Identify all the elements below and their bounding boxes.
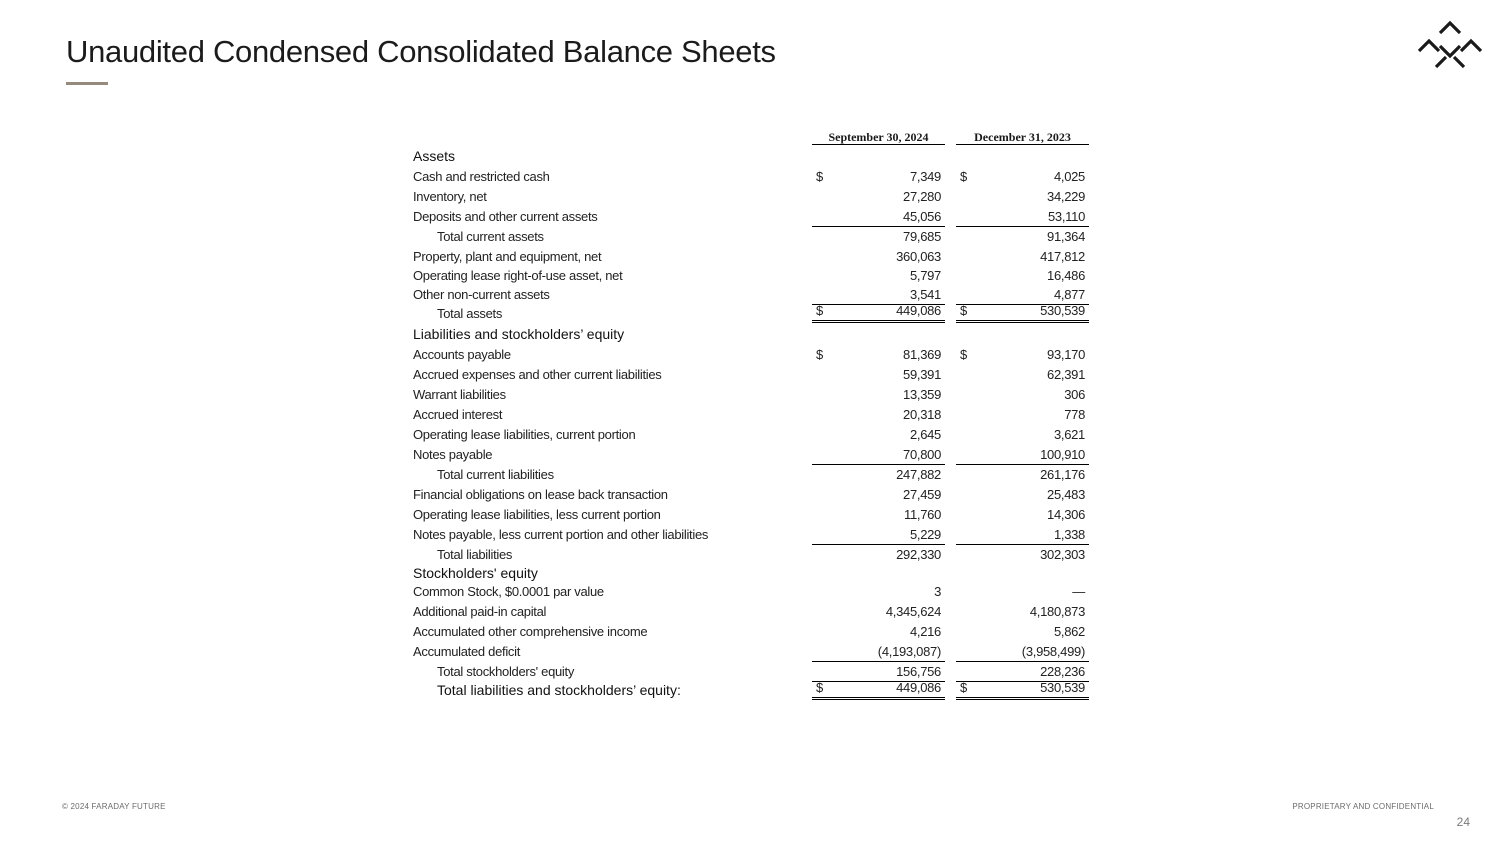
row-label: Additional paid-in capital bbox=[413, 604, 547, 619]
section-label: Stockholders' equity bbox=[413, 565, 538, 581]
cell-dec-2023 bbox=[956, 246, 1089, 266]
balance-sheet-table bbox=[413, 130, 1093, 700]
row-label: Operating lease liabilities, less current portion bbox=[413, 507, 661, 522]
cell-value: 20,318 bbox=[903, 407, 941, 422]
cell-value: 25,483 bbox=[1047, 487, 1085, 502]
cell-sep-2024 bbox=[812, 226, 945, 246]
row-label: Operating lease right-of-use asset, net bbox=[413, 268, 623, 283]
row-label: Total liabilities and stockholders’ equity: bbox=[437, 682, 681, 698]
cell-dec-2023 bbox=[956, 266, 1089, 285]
page-title: Unaudited Condensed Consolidated Balance Sheets bbox=[66, 34, 776, 69]
currency-symbol: $ bbox=[960, 680, 967, 695]
cell-dec-2023 bbox=[956, 621, 1089, 641]
cell-dec-2023 bbox=[956, 544, 1089, 564]
cell-value: 5,797 bbox=[909, 268, 941, 283]
table-row bbox=[413, 186, 1093, 206]
cell-dec-2023 bbox=[956, 484, 1089, 504]
cell-value: 7,349 bbox=[909, 169, 941, 184]
table-row bbox=[413, 285, 1093, 304]
column-header-row bbox=[413, 130, 1093, 147]
row-label: Total assets bbox=[437, 306, 503, 321]
cell-value: 3,621 bbox=[1053, 427, 1085, 442]
cell-dec-2023 bbox=[956, 344, 1089, 364]
cell-sep-2024 bbox=[812, 621, 945, 641]
table-row bbox=[413, 364, 1093, 384]
cell-value: 247,882 bbox=[896, 467, 941, 482]
cell-value: 53,110 bbox=[1048, 209, 1085, 224]
cell-dec-2023 bbox=[956, 641, 1089, 661]
cell-dec-2023 bbox=[956, 384, 1089, 404]
cell-dec-2023 bbox=[956, 681, 1089, 700]
currency-symbol: $ bbox=[960, 169, 967, 184]
cell-sep-2024 bbox=[812, 384, 945, 404]
table-row bbox=[413, 641, 1093, 661]
row-label: Accrued interest bbox=[413, 407, 503, 422]
currency-symbol: $ bbox=[816, 303, 823, 318]
table-row bbox=[413, 226, 1093, 246]
cell-sep-2024 bbox=[812, 266, 945, 285]
cell-sep-2024 bbox=[812, 583, 945, 601]
cell-sep-2024 bbox=[812, 206, 945, 226]
cell-sep-2024 bbox=[812, 344, 945, 364]
currency-symbol: $ bbox=[960, 303, 967, 318]
cell-sep-2024 bbox=[812, 444, 945, 464]
cell-value: 778 bbox=[1064, 407, 1085, 422]
cell-dec-2023 bbox=[956, 166, 1089, 186]
page-number: 24 bbox=[1456, 815, 1470, 829]
table-row bbox=[413, 344, 1093, 364]
cell-sep-2024 bbox=[812, 601, 945, 621]
cell-value: (4,193,087) bbox=[877, 644, 941, 659]
cell-value: 5,862 bbox=[1053, 624, 1085, 639]
table-row bbox=[413, 404, 1093, 424]
cell-value: 45,056 bbox=[903, 209, 941, 224]
row-label: Inventory, net bbox=[413, 189, 487, 204]
row-label: Total current assets bbox=[437, 229, 544, 244]
cell-value: 449,086 bbox=[896, 303, 941, 318]
currency-symbol: $ bbox=[960, 347, 967, 362]
cell-value: 81,369 bbox=[903, 347, 941, 362]
cell-value: — bbox=[1072, 584, 1085, 599]
cell-sep-2024 bbox=[812, 186, 945, 206]
cell-value: 261,176 bbox=[1040, 467, 1085, 482]
cell-value: 306 bbox=[1064, 387, 1085, 402]
table-row bbox=[413, 583, 1093, 601]
cell-dec-2023 bbox=[956, 444, 1089, 464]
table-row bbox=[413, 661, 1093, 681]
row-label: Cash and restricted cash bbox=[413, 169, 550, 184]
cell-value: 27,280 bbox=[903, 189, 941, 204]
cell-dec-2023 bbox=[956, 404, 1089, 424]
cell-value: 4,025 bbox=[1053, 169, 1085, 184]
row-label: Accumulated deficit bbox=[413, 644, 521, 659]
cell-sep-2024 bbox=[812, 424, 945, 444]
table-row bbox=[413, 384, 1093, 404]
currency-symbol: $ bbox=[816, 347, 823, 362]
cell-dec-2023 bbox=[956, 206, 1089, 226]
cell-value: 228,236 bbox=[1040, 664, 1085, 679]
cell-value: 4,216 bbox=[909, 624, 941, 639]
cell-value: 4,345,624 bbox=[885, 604, 941, 619]
cell-sep-2024 bbox=[812, 404, 945, 424]
row-label: Financial obligations on lease back transaction bbox=[413, 487, 668, 502]
cell-value: 2,645 bbox=[909, 427, 941, 442]
cell-value: 5,229 bbox=[909, 527, 941, 542]
cell-value: 70,800 bbox=[903, 447, 941, 462]
cell-value: 93,170 bbox=[1047, 347, 1085, 362]
cell-sep-2024 bbox=[812, 246, 945, 266]
table-row bbox=[413, 206, 1093, 226]
cell-sep-2024 bbox=[812, 364, 945, 384]
section-label: Assets bbox=[413, 148, 456, 164]
row-label: Accrued expenses and other current liabilities bbox=[413, 367, 662, 382]
cell-value: 417,812 bbox=[1040, 249, 1085, 264]
cell-value: 14,306 bbox=[1047, 507, 1085, 522]
title-underline bbox=[66, 82, 108, 85]
table-row bbox=[413, 484, 1093, 504]
table-row bbox=[413, 601, 1093, 621]
cell-dec-2023 bbox=[956, 661, 1089, 681]
cell-value: 360,063 bbox=[896, 249, 941, 264]
column-header-sep-2024: September 30, 2024 bbox=[812, 130, 945, 145]
row-label: Common Stock, $0.0001 par value bbox=[413, 584, 604, 599]
table-row bbox=[413, 246, 1093, 266]
cell-sep-2024 bbox=[812, 681, 945, 700]
table-row bbox=[413, 464, 1093, 484]
cell-dec-2023 bbox=[956, 424, 1089, 444]
cell-sep-2024 bbox=[812, 524, 945, 544]
row-label: Notes payable, less current portion and other liabilities bbox=[413, 527, 709, 542]
table-row bbox=[413, 504, 1093, 524]
cell-dec-2023 bbox=[956, 504, 1089, 524]
cell-dec-2023 bbox=[956, 464, 1089, 484]
table-row bbox=[413, 424, 1093, 444]
cell-sep-2024 bbox=[812, 504, 945, 524]
table-row bbox=[413, 621, 1093, 641]
cell-value: 302,303 bbox=[1040, 547, 1085, 562]
table-row bbox=[413, 304, 1093, 323]
row-label: Total current liabilities bbox=[437, 467, 554, 482]
currency-symbol: $ bbox=[816, 680, 823, 695]
cell-value: 62,391 bbox=[1047, 367, 1085, 382]
cell-value: 13,359 bbox=[903, 387, 941, 402]
cell-dec-2023 bbox=[956, 601, 1089, 621]
cell-sep-2024 bbox=[812, 641, 945, 661]
cell-dec-2023 bbox=[956, 226, 1089, 246]
table-row bbox=[413, 444, 1093, 464]
row-label: Property, plant and equipment, net bbox=[413, 249, 602, 264]
cell-value: 16,486 bbox=[1047, 268, 1085, 283]
section-header-row bbox=[413, 564, 1093, 583]
row-label: Operating lease liabilities, current portion bbox=[413, 427, 636, 442]
cell-sep-2024 bbox=[812, 484, 945, 504]
column-header-dec-2023: December 31, 2023 bbox=[956, 130, 1089, 145]
table-row bbox=[413, 544, 1093, 564]
cell-value: 27,459 bbox=[903, 487, 941, 502]
row-label: Deposits and other current assets bbox=[413, 209, 598, 224]
cell-value: 91,364 bbox=[1047, 229, 1085, 244]
faraday-future-logo-icon bbox=[1416, 20, 1484, 70]
cell-value: 4,180,873 bbox=[1029, 604, 1085, 619]
cell-value: (3,958,499) bbox=[1021, 644, 1085, 659]
cell-value: 156,756 bbox=[896, 664, 941, 679]
cell-value: 3,541 bbox=[909, 287, 941, 302]
table-row bbox=[413, 681, 1093, 700]
section-header-row bbox=[413, 147, 1093, 166]
section-header-row bbox=[413, 323, 1093, 344]
cell-dec-2023 bbox=[956, 583, 1089, 601]
cell-value: 1,338 bbox=[1053, 527, 1085, 542]
row-label: Warrant liabilities bbox=[413, 387, 506, 402]
table-row bbox=[413, 524, 1093, 544]
footer-copyright: © 2024 FARADAY FUTURE bbox=[62, 802, 166, 811]
cell-value: 530,539 bbox=[1040, 680, 1085, 695]
cell-sep-2024 bbox=[812, 166, 945, 186]
cell-sep-2024 bbox=[812, 544, 945, 564]
row-label: Total stockholders' equity bbox=[437, 664, 575, 679]
cell-dec-2023 bbox=[956, 304, 1089, 323]
table-row bbox=[413, 166, 1093, 186]
cell-value: 79,685 bbox=[903, 229, 941, 244]
cell-value: 3 bbox=[934, 584, 941, 599]
cell-dec-2023 bbox=[956, 186, 1089, 206]
cell-value: 11,760 bbox=[904, 507, 941, 522]
cell-sep-2024 bbox=[812, 304, 945, 323]
cell-dec-2023 bbox=[956, 364, 1089, 384]
cell-value: 292,330 bbox=[896, 547, 941, 562]
row-label: Notes payable bbox=[413, 447, 493, 462]
cell-dec-2023 bbox=[956, 524, 1089, 544]
row-label: Total liabilities bbox=[437, 547, 513, 562]
cell-sep-2024 bbox=[812, 285, 945, 304]
cell-dec-2023 bbox=[956, 285, 1089, 304]
cell-value: 59,391 bbox=[903, 367, 941, 382]
row-label: Accounts payable bbox=[413, 347, 511, 362]
cell-value: 530,539 bbox=[1040, 303, 1085, 318]
section-label: Liabilities and stockholders’ equity bbox=[413, 326, 625, 342]
row-label: Accumulated other comprehensive income bbox=[413, 624, 648, 639]
cell-value: 34,229 bbox=[1047, 189, 1085, 204]
row-label: Other non-current assets bbox=[413, 287, 550, 302]
currency-symbol: $ bbox=[816, 169, 823, 184]
cell-value: 449,086 bbox=[896, 680, 941, 695]
cell-value: 100,910 bbox=[1040, 447, 1085, 462]
table-row bbox=[413, 266, 1093, 285]
cell-sep-2024 bbox=[812, 661, 945, 681]
footer-confidential: PROPRIETARY AND CONFIDENTIAL bbox=[1292, 802, 1434, 811]
cell-value: 4,877 bbox=[1053, 287, 1085, 302]
cell-sep-2024 bbox=[812, 464, 945, 484]
